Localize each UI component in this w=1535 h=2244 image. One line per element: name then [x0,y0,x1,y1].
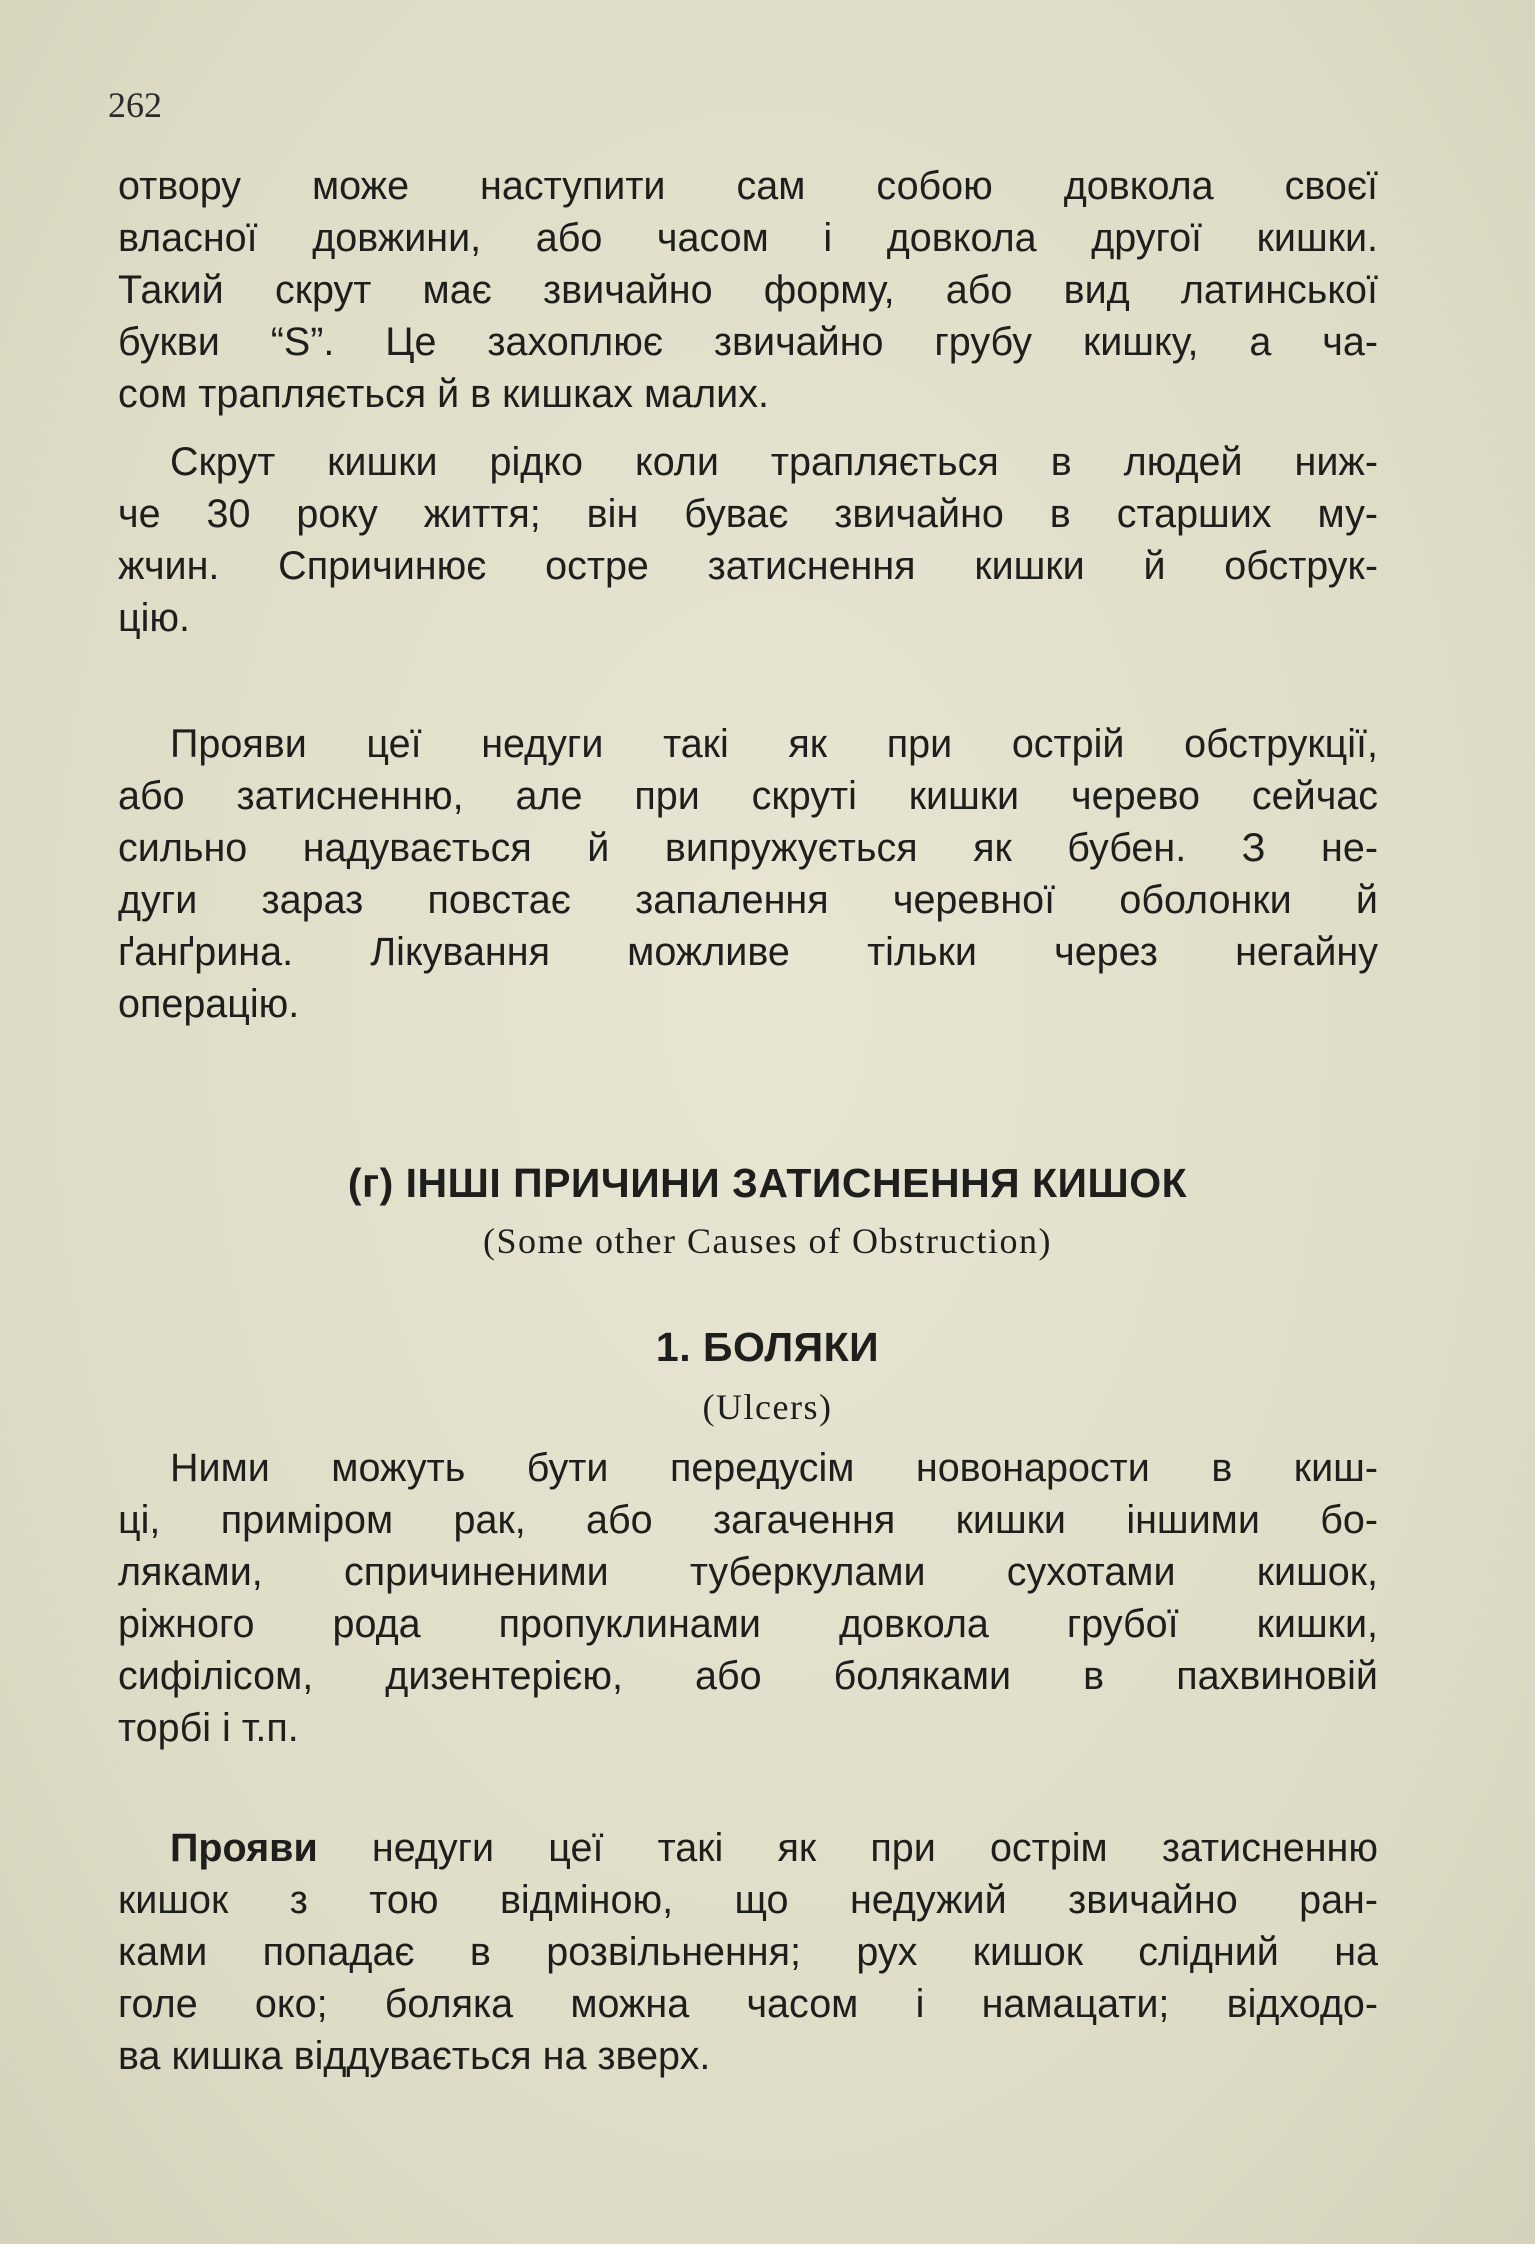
text-line: Прояви цеї недуги такі як при острій обструкції, [170,722,1378,766]
text-line: кишок з тою відміною, що недужий звичайно ран- [118,1878,1378,1922]
subsection-heading: 1. БОЛЯКИ [655,1324,880,1370]
text-line: сом трапляється й в кишках малих. [118,372,769,416]
text-line: ріжного рода пропуклинами довкола грубої кишки, [118,1602,1378,1646]
text-line: че 30 року життя; він буває звичайно в старших му- [118,492,1378,536]
text-line: Такий скрут має звичайно форму, або вид латинської [118,268,1378,312]
paragraph-symptoms [118,718,1378,1030]
text-line: Скрут кишки рідко коли трапляється в людей ниж- [170,440,1378,484]
text-line: ляками, спричиненими туберкулами сухотами кишок, [118,1550,1378,1594]
paragraph-ulcer-symptoms [118,1822,1378,2082]
text-fragment: недуги цеї такі як при острім затисненню [317,1826,1378,1870]
paragraph-volvulus-age [118,436,1378,644]
text-line: операцію. [118,982,300,1026]
text-line: букви “S”. Це захоплює звичайно грубу кишку, а ча- [118,320,1378,364]
text-line: жчин. Спричинює остре затиснення кишки й обструк- [118,544,1378,588]
text-line: ками попадає в розвільнення; рух кишок слідний на [118,1930,1378,1974]
text-line: ґанґрина. Лікування можливе тільки через негайну [118,930,1378,974]
text-line: отвору може наступити сам собою довкола своєї [118,164,1378,208]
page-number: 262 [108,85,162,125]
bold-lead: Прояви [170,1826,318,1870]
text-line: ва кишка віддувається на зверх. [118,2034,711,2078]
text-line: торбі і т.п. [118,1706,299,1750]
text-line: дуги зараз повстає запалення черевної оболонки й [118,878,1378,922]
section-subheading: (Some other Causes of Obstruction) [483,1221,1052,1261]
text-line: ці, приміром рак, або загачення кишки іншими бо- [118,1498,1378,1542]
text-line [118,1822,1378,1874]
paragraph-continuation [118,160,1378,420]
text-line: сильно надувається й випружується як бубен. З не- [118,826,1378,870]
subsection-subheading: (Ulcers) [702,1387,833,1427]
text-line: сифілісом, дизентерією, або боляками в пахвиновій [118,1654,1378,1698]
text-line: голе око; боляка можна часом і намацати; відходо- [118,1982,1378,2026]
text-line: Ними можуть бути передусім новонарости в киш- [170,1446,1378,1490]
section-heading: (г) ІНШІ ПРИЧИНИ ЗАТИСНЕННЯ КИШОК [347,1160,1188,1206]
text-line: або затисненню, але при скруті кишки черево сейчас [118,774,1378,818]
paragraph-ulcers [118,1442,1378,1754]
text-line: власної довжини, або часом і довкола другої кишки. [118,216,1378,260]
text-line: цію. [118,596,190,640]
